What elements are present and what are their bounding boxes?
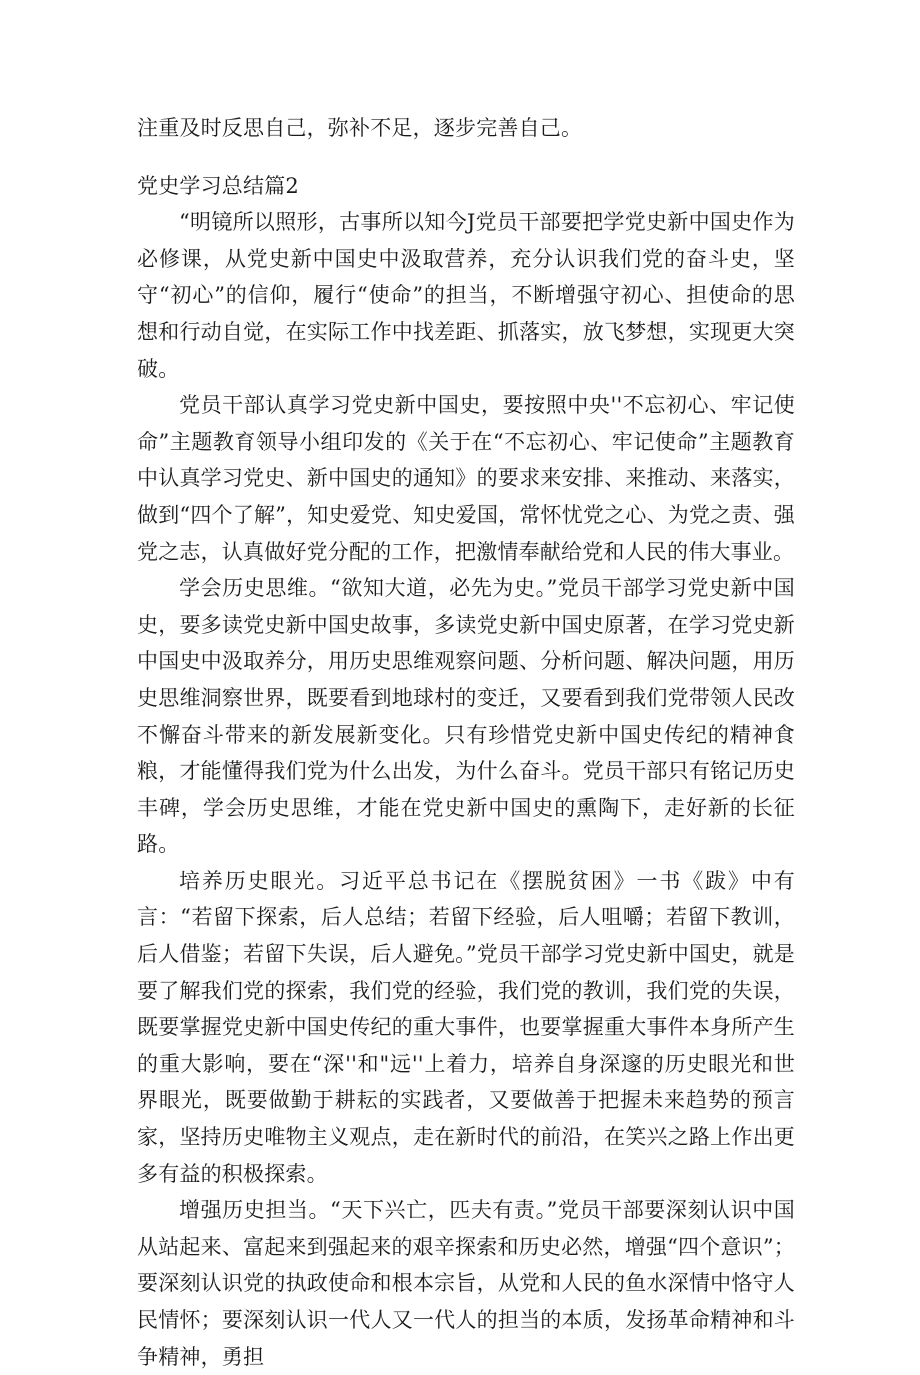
paragraph-3: 学会历史思维。“欲知大道，必先为史。”党员干部学习党史新中国史，要多读党史新中国史故事，多读党史新中国史原著，在学习党史新中国史中汲取养分，用历史思维观察问题、分析问题、解决问题，用历史思维洞察世界，既要看到地球村的变迁，又要看到我们党带领人民改不懈奋斗带来的新发展新变化。只有珍惜党史新中国史传纪的精神食粮，才能懂得我们党为什么出发，为什么奋斗。党员干部只有铭记历史丰碑，学会历史思维，才能在党史新中国史的熏陶下，走好新的长征路。 [137, 576, 795, 857]
paragraph-5: 增强历史担当。“天下兴亡，匹夫有责。”党员干部要深刻认识中国从站起来、富起来到强起来的艰辛探索和历史必然，增强“四个意识”；要深刻认识党的执政使命和根本宗旨，从党和人民的鱼水深情中恪守人民情怀；要深刻认识一代人又一代人的担当的本质，发扬革命精神和斗争精神，勇担 [137, 1198, 795, 1369]
paragraph-2: 党员干部认真学习党史新中国史，要按照中央''不忘初心、牢记使命”主题教育领导小组印发的《关于在“不忘初心、牢记使命”主题教育中认真学习党史、新中国史的通知》的要求来安排、来推动、来落实，做到“四个了解”，知史爱党、知史爱国，常怀忧党之心、为党之责、强党之志，认真做好党分配的工作，把激情奉献给党和人民的伟大事业。 [137, 393, 795, 564]
section-title: 党史学习总结篇2 [137, 173, 299, 198]
paragraph-4: 培养历史眼光。习近平总书记在《摆脱贫困》一书《跋》中有言：“若留下探索，后人总结；若留下经验，后人咀嚼；若留下教训，后人借鉴；若留下失误，后人避免。”党员干部学习党史新中国史，就是要了解我们党的探索，我们党的经验，我们党的教训，我们党的失误，既要掌握党史新中国史传纪的重大事件，也要掌握重大事件本身所产生的重大影响，要在“深''和"远''上着力，培养自身深邃的历史眼光和世界眼光，既要做勤于耕耘的实践者，又要做善于把握未来趋势的预言家，坚持历史唯物主义观点，走在新时代的前沿，在笑兴之路上作出更多有益的积极探索。 [137, 868, 795, 1186]
document-body [137, 110, 795, 1375]
continuation-text: 注重及时反思自己，弥补不足，逐步完善自己。 [137, 116, 583, 140]
paragraph-1: “明镜所以照形，古事所以知今J党员干部要把学党史新中国史作为必修课，从党史新中国史中汲取营养，充分认识我们党的奋斗史，坚守“初心”的信仰，履行“使命”的担当，不断增强守初心、担使命的思想和行动自觉，在实际工作中找差距、抓落实，放飞梦想，实现更大突破。 [137, 210, 795, 381]
